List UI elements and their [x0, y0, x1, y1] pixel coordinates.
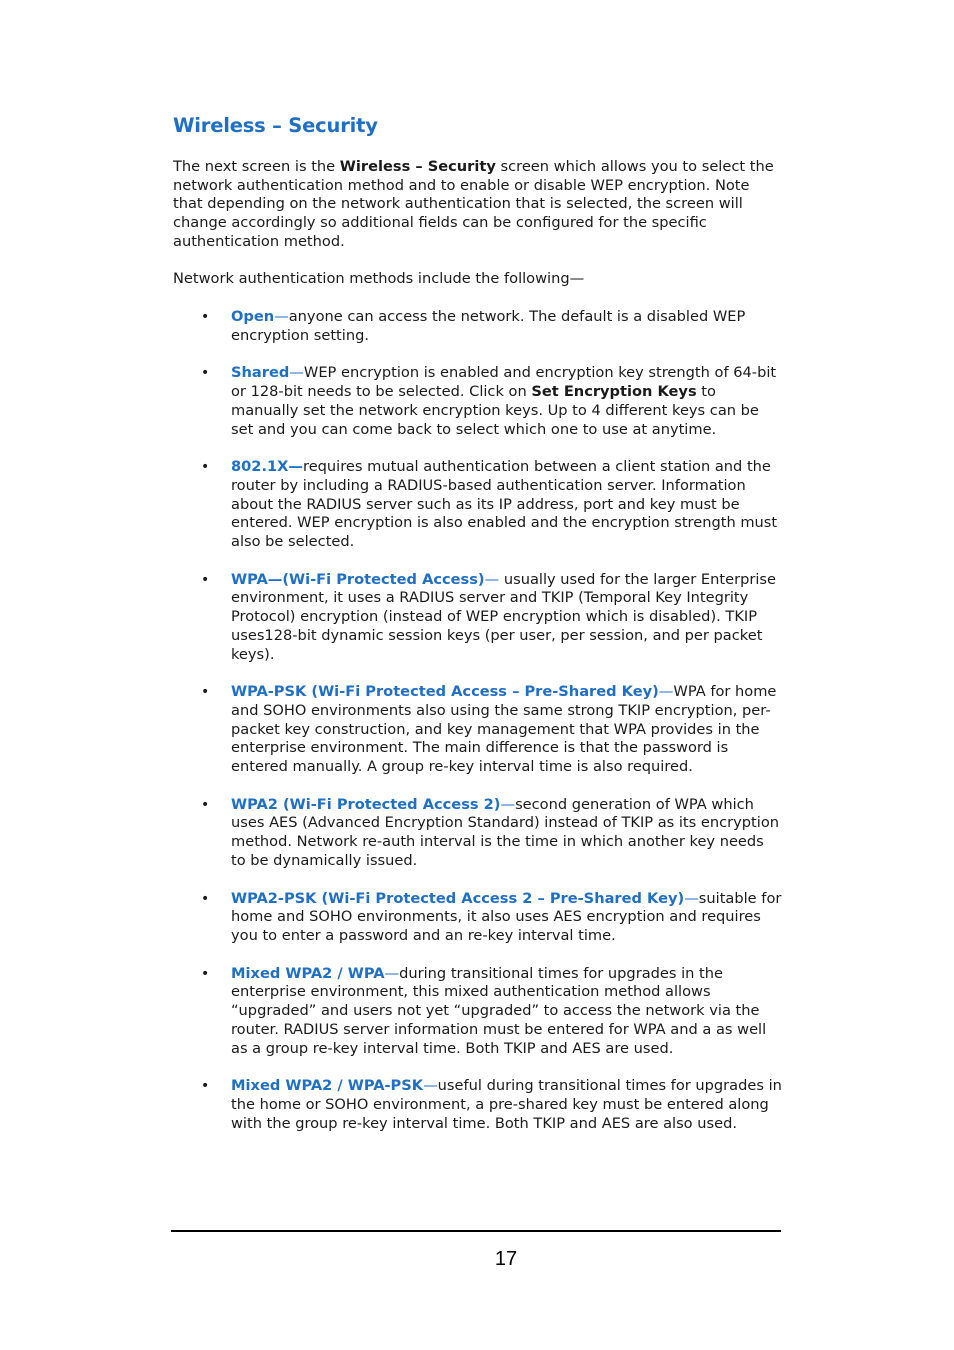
intro-text-pre: The next screen is the	[173, 158, 340, 175]
intro-paragraph	[173, 158, 783, 252]
set-encryption-keys-label: Set Encryption Keys	[531, 383, 697, 401]
method-separator: —	[423, 1077, 438, 1095]
method-separator: —	[658, 683, 674, 701]
method-separator: —	[274, 308, 289, 325]
method-description: requires mutual authentication between a client station and the router by including a RADIUS-based authentication server. Information about the RADIUS server such as its IP address, port and key must be entered. WEP encryption is also enabled and the encryption strength must also be selected.	[231, 458, 778, 551]
intro-text-post: screen which allows you to select the network authentication method and to enable or disable WEP encryption. Note that depending on the network authentication that is selected, the screen will change accordingly so additional fields can be configured for the specific authentication method.	[173, 158, 774, 250]
bullet-icon: •	[201, 796, 210, 813]
bullet-icon: •	[201, 890, 210, 907]
method-item-wpa2	[173, 796, 783, 871]
method-item-8021x	[173, 458, 783, 552]
method-description: during transitional times for upgrades in the enterprise environment, this mixed authentication method allows “upgraded” and users not yet “upgraded” to access the network via the router. RADIUS server information must be entered for WPA and a as well as a group re-key interval time. Both TKIP and AES are used.	[231, 964, 767, 1057]
bullet-icon: •	[201, 965, 210, 982]
methods-lead-text: Network authentication methods include the following—	[173, 270, 585, 287]
method-name: Mixed WPA2 / WPA	[231, 964, 385, 982]
method-description-cont: to manually set the network encryption keys. Up to 4 different keys can be set and you can come back to select which one to use at anytime.	[231, 383, 759, 438]
method-item-wpa2-psk	[173, 890, 783, 946]
method-name: Open	[231, 308, 275, 325]
method-separator: —	[500, 795, 516, 813]
authentication-methods-list	[173, 308, 783, 1152]
bullet-icon: •	[201, 571, 210, 588]
method-name: WPA2 (Wi-Fi Protected Access 2)	[231, 795, 501, 813]
method-item-open	[173, 308, 783, 345]
method-item-wpa	[173, 571, 783, 665]
method-description: useful during transitional times for upgrades in the home or SOHO environment, a pre-shared key must be entered along with the group re-key interval time. Both TKIP and AES are also used.	[231, 1077, 782, 1132]
method-separator: —	[484, 570, 500, 588]
bullet-icon: •	[201, 365, 210, 382]
method-description: WPA for home and SOHO environments also using the same strong TKIP encryption, per-packet key construction, and key management that WPA provides in the enterprise environment. The main difference is that the password is entered manually. A group re-key interval time is also required.	[231, 683, 777, 776]
method-description: WEP encryption is enabled and encryption key strength of 64-bit or 128-bit needs to be selected. Click on	[231, 364, 777, 401]
method-name: Shared	[231, 364, 290, 382]
method-separator: —	[684, 889, 699, 907]
page-number: 17	[494, 1248, 518, 1270]
method-item-shared	[173, 364, 783, 439]
method-description: suitable for home and SOHO environments, it also uses AES encryption and requires you to enter a password and an re-key interval time.	[231, 889, 782, 944]
bullet-icon: •	[201, 309, 210, 325]
section-title: Wireless – Security	[173, 114, 378, 137]
footer-divider	[171, 1230, 781, 1232]
method-item-mixed-wpa2-wpa	[173, 965, 783, 1059]
method-name: 802.1X—	[231, 458, 304, 476]
method-name: Mixed WPA2 / WPA-PSK	[231, 1077, 424, 1095]
method-description: anyone can access the network. The default is a disabled WEP encryption setting.	[231, 308, 746, 344]
method-name: WPA2-PSK (Wi-Fi Protected Access 2 – Pre-Shared Key)	[231, 889, 685, 907]
method-item-wpa-psk	[173, 683, 783, 777]
method-separator: —	[384, 964, 400, 982]
bullet-icon: •	[201, 1078, 210, 1095]
method-description: second generation of WPA which uses AES (Advanced Encryption Standard) instead of TKIP as its encryption method. Network re-auth interval is the time in which another key needs to be dynamically issued.	[231, 795, 780, 869]
method-item-mixed-wpa2-wpa-psk	[173, 1077, 783, 1133]
method-separator: —	[289, 364, 304, 382]
method-name: WPA—(Wi-Fi Protected Access)	[231, 570, 485, 588]
bullet-icon: •	[201, 684, 210, 701]
method-description: usually used for the larger Enterprise environment, it uses a RADIUS server and TKIP (Temporal Key Integrity Protocol) encryption (instead of WEP encryption which is disabled). TKIP uses128-bit dynamic session keys (per user, per session, and per packet keys).	[231, 570, 776, 663]
method-name: WPA-PSK (Wi-Fi Protected Access – Pre-Shared Key)	[231, 683, 659, 701]
bullet-icon: •	[201, 459, 210, 476]
intro-screen-name: Wireless – Security	[339, 158, 496, 175]
